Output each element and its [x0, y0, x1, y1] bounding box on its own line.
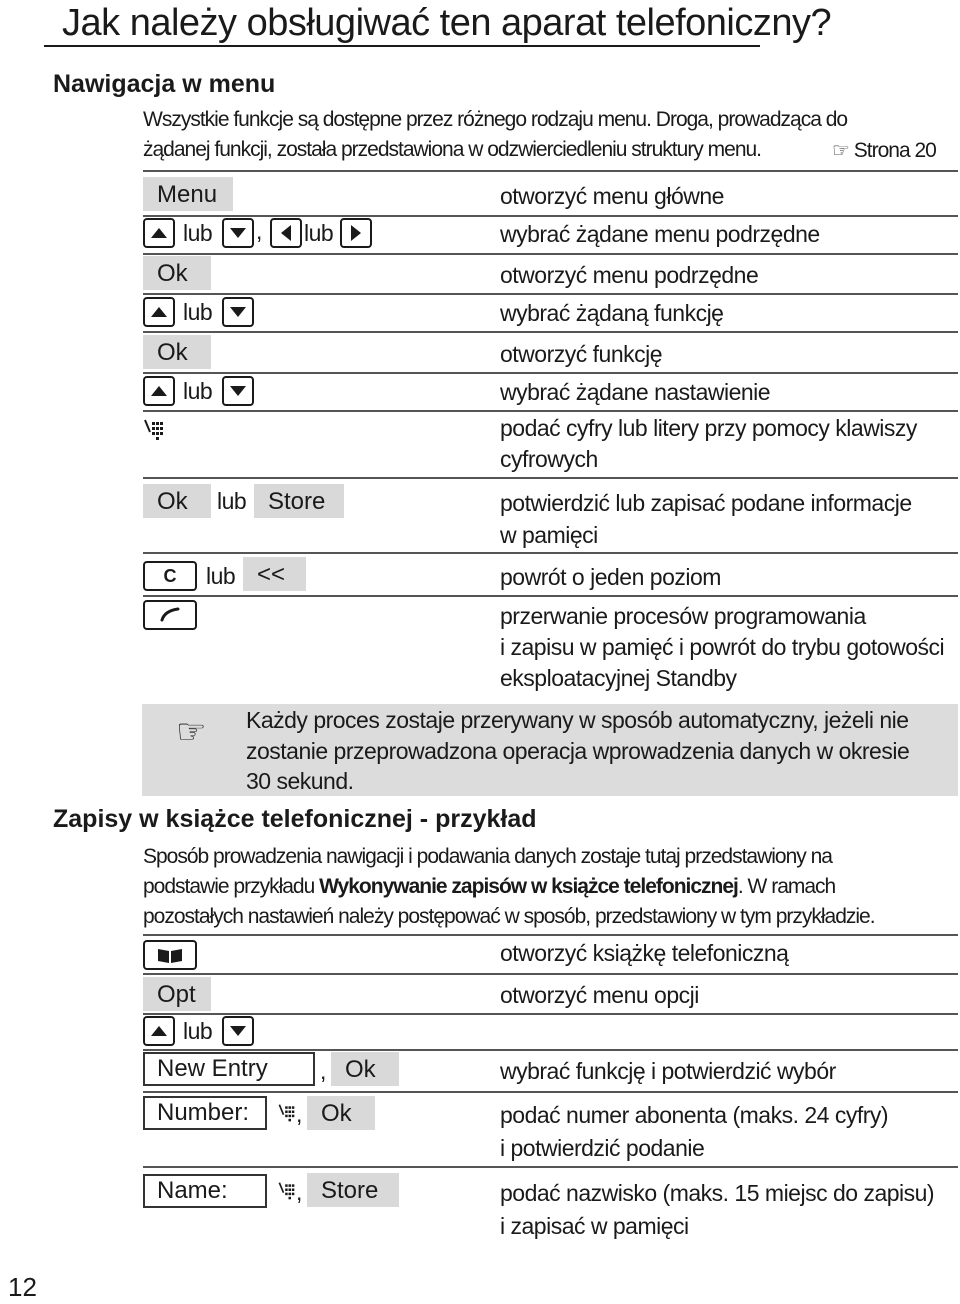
instruction-text: wybrać funkcję i potwierdzić wybór	[500, 1058, 836, 1084]
instruction-text: wybrać żądane nastawienie	[500, 379, 771, 405]
section-heading-phonebook: Zapisy w książce telefonicznej - przykład	[53, 805, 537, 833]
instruction-text: potwierdzić lub zapisać podane informacje	[500, 490, 912, 516]
keypad-icon[interactable]	[143, 418, 163, 447]
instruction-text: otworzyć książkę telefoniczną	[500, 940, 789, 966]
note-text: zostanie przeprowadzona operacja wprowadzenia danych w okresie	[246, 738, 910, 764]
divider	[143, 1166, 958, 1168]
divider	[143, 595, 958, 597]
or-label: lub	[206, 563, 236, 589]
ok-softkey[interactable]: Ok	[143, 484, 211, 518]
instruction-text: podać nazwisko (maks. 15 miejsc do zapisu)	[500, 1180, 935, 1206]
or-label: lub	[183, 220, 213, 246]
divider	[143, 1091, 958, 1093]
instruction-text: cyfrowych	[500, 446, 598, 472]
down-key-icon[interactable]	[222, 376, 254, 406]
instruction-text: w pamięci	[500, 522, 598, 548]
ok-softkey[interactable]: Ok	[143, 335, 211, 369]
pointing-hand-icon: ☞	[832, 140, 849, 162]
divider	[143, 170, 958, 172]
comma: ,	[296, 1179, 302, 1205]
clear-key-icon[interactable]	[143, 561, 197, 591]
store-softkey[interactable]: Store	[307, 1173, 399, 1207]
intro-text-line: Wszystkie funkcje są dostępne przez różnego rodzaju menu. Droga, prowadząca do	[143, 108, 848, 131]
instruction-text: i potwierdzić podanie	[500, 1135, 705, 1161]
instruction-text: i zapisu w pamięć i powrót do trybu gotowości	[500, 634, 945, 660]
instruction-text: otworzyć menu podrzędne	[500, 262, 759, 288]
instruction-text: wybrać żądane menu podrzędne	[500, 221, 820, 247]
or-label: lub	[217, 488, 247, 514]
intro-text-part: . W ramach	[737, 875, 836, 898]
keypad-icon[interactable]	[277, 1103, 295, 1128]
divider	[143, 331, 958, 333]
page-number: 12	[8, 1272, 37, 1302]
instruction-text: wybrać żądaną funkcję	[500, 300, 724, 326]
new-entry-display: New Entry	[143, 1052, 315, 1086]
name-field[interactable]: Name:	[143, 1174, 267, 1208]
down-key-icon[interactable]	[222, 297, 254, 327]
instruction-text: otworzyć funkcję	[500, 341, 663, 367]
up-key-icon[interactable]	[143, 218, 175, 248]
ok-softkey[interactable]: Ok	[143, 256, 211, 290]
note-text: 30 sekund.	[246, 768, 354, 794]
comma: ,	[296, 1101, 302, 1127]
instruction-text: podać cyfry lub litery przy pomocy klawiszy	[500, 415, 917, 441]
instruction-text: powrót o jeden poziom	[500, 564, 721, 590]
clear-key-label: C	[163, 565, 177, 586]
note-text: Każdy proces zostaje przerywany w sposób automatyczny, jeżeli nie	[246, 707, 909, 733]
intro-text-emphasis: Wykonywanie zapisów w książce telefonicznej	[319, 875, 738, 898]
instruction-text: przerwanie procesów programowania	[500, 603, 866, 629]
intro-text-line	[143, 875, 835, 899]
page-title: Jak należy obsługiwać ten aparat telefoniczny?	[62, 2, 832, 44]
divider	[143, 973, 958, 975]
intro-text-line: pozostałych nastawień należy postępować w sposób, przedstawiony w tym przykładzie.	[143, 905, 875, 928]
keypad-icon[interactable]	[277, 1181, 295, 1206]
down-key-icon[interactable]	[222, 218, 254, 248]
ok-softkey[interactable]: Ok	[307, 1096, 375, 1130]
right-key-icon[interactable]	[340, 218, 372, 248]
ok-softkey[interactable]: Ok	[331, 1052, 399, 1086]
or-label: lub	[183, 1018, 213, 1044]
divider	[143, 1013, 958, 1015]
divider	[143, 253, 958, 255]
instruction-text: podać numer abonenta (maks. 24 cyfry)	[500, 1102, 889, 1128]
down-key-icon[interactable]	[222, 1016, 254, 1046]
instruction-text: i zapisać w pamięci	[500, 1213, 689, 1239]
section-heading-navigation: Nawigacja w menu	[53, 70, 276, 98]
pointing-hand-icon: ☞	[176, 713, 207, 751]
page-reference	[832, 138, 936, 163]
instruction-text: otworzyć menu opcji	[500, 982, 699, 1008]
comma: ,	[320, 1058, 326, 1084]
page-reference-text: Strona 20	[853, 139, 936, 162]
instruction-text: otworzyć menu główne	[500, 183, 724, 209]
up-key-icon[interactable]	[143, 376, 175, 406]
up-key-icon[interactable]	[143, 1016, 175, 1046]
divider	[143, 1049, 958, 1051]
number-field[interactable]: Number:	[143, 1096, 267, 1130]
divider	[143, 372, 958, 374]
or-label: lub	[183, 299, 213, 325]
divider	[143, 552, 958, 554]
end-call-key-icon[interactable]	[143, 600, 197, 630]
divider	[143, 215, 958, 217]
intro-text-part: podstawie przykładu	[143, 875, 320, 898]
or-label: lub	[304, 220, 334, 246]
intro-text-line: żądanej funkcji, została przedstawiona w odzwierciedleniu struktury menu.	[143, 138, 762, 161]
divider	[143, 477, 958, 479]
store-softkey[interactable]: Store	[254, 484, 344, 518]
divider	[143, 934, 958, 936]
title-divider	[44, 45, 760, 47]
phonebook-key-icon[interactable]	[143, 940, 197, 970]
comma: ,	[256, 218, 262, 244]
or-label: lub	[183, 378, 213, 404]
up-key-icon[interactable]	[143, 297, 175, 327]
options-softkey[interactable]: Opt	[143, 977, 211, 1011]
intro-text-line: Sposób prowadzenia nawigacji i podawania danych zostaje tutaj przedstawiony na	[143, 845, 832, 868]
instruction-text: eksploatacyjnej Standby	[500, 665, 737, 691]
menu-softkey[interactable]: Menu	[143, 177, 233, 211]
left-key-icon[interactable]	[270, 218, 302, 248]
back-softkey[interactable]: <<	[243, 557, 306, 591]
divider	[143, 293, 958, 295]
